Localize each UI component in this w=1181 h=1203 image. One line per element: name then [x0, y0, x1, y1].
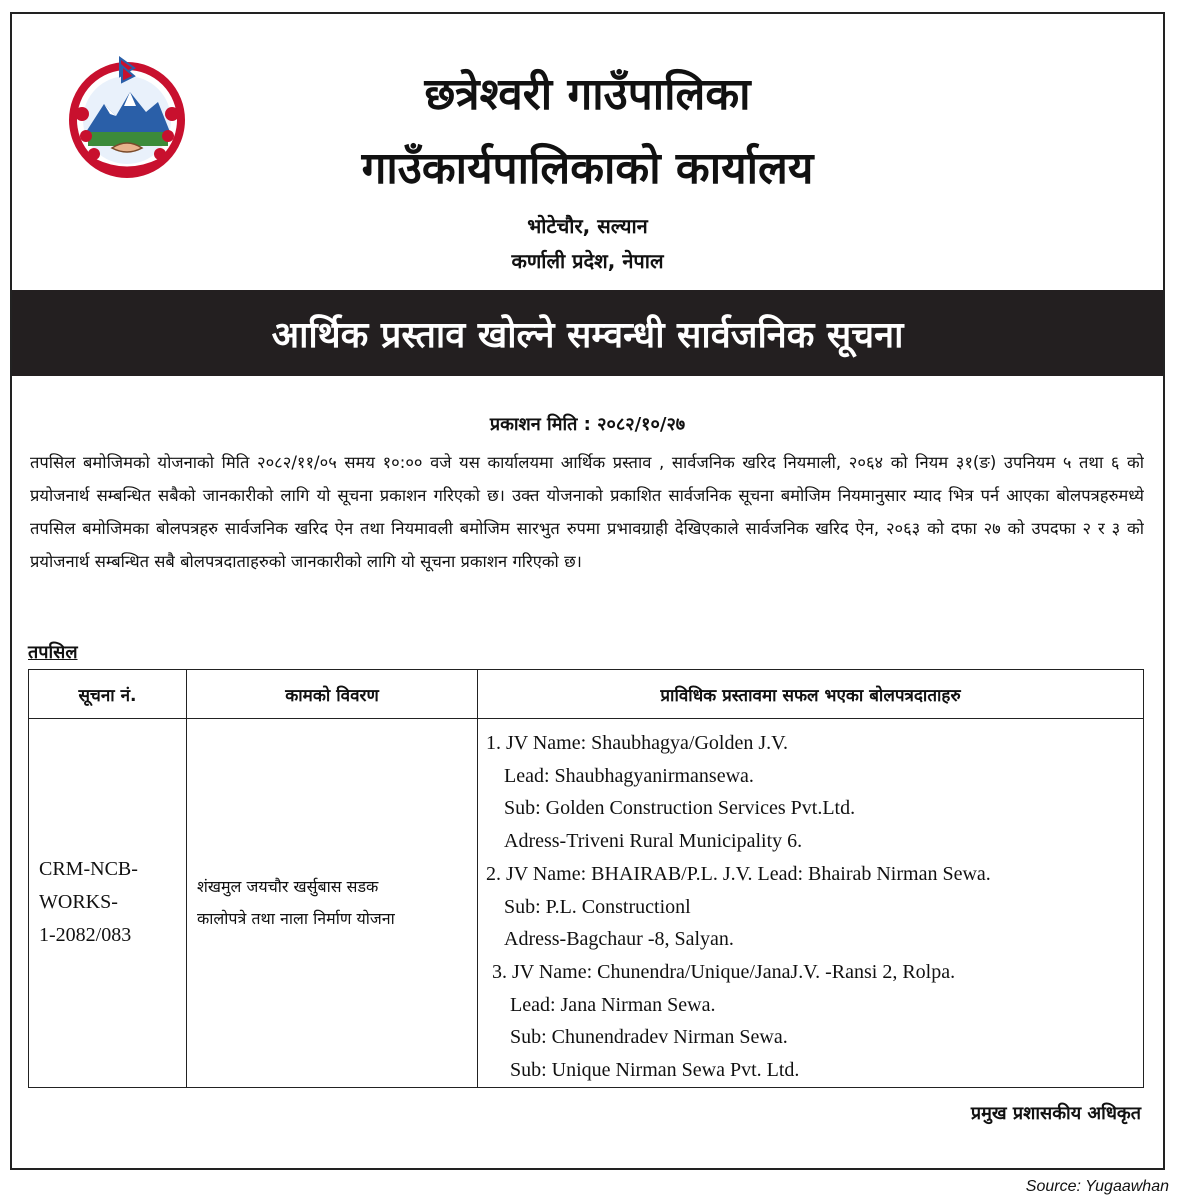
column-header-notice-no: सूचना नं. [29, 670, 187, 719]
schedule-heading: तपसिल [28, 642, 78, 663]
bidder-line: Sub: Chunendradev Nirman Sewa. [510, 1026, 788, 1049]
bidders-table [28, 669, 1144, 1088]
notice-title: आर्थिक प्रस्ताव खोल्ने सम्वन्धी सार्वजनिक सूचना [271, 314, 904, 356]
office-name-line2: गाउँकार्यपालिकाको कार्यालय [361, 143, 814, 194]
notice-no-line: CRM-NCB- [39, 858, 138, 881]
signatory-title: प्रमुख प्रशासकीय अधिकृत [970, 1103, 1141, 1124]
bidder-line: Lead: Shaubhagyanirmansewa. [504, 764, 754, 787]
publication-date: प्रकाशन मिति : २०८२/१०/२७ [489, 414, 686, 435]
work-description-line: शंखमुल जयचौर खर्सुबास सडक [197, 876, 379, 896]
bidder-line: 3. JV Name: Chunendra/Unique/JanaJ.V. -Ransi 2, Rolpa. [492, 960, 956, 983]
address-line1: भोटेचौर, सल्यान [527, 214, 648, 238]
notice-no-line: WORKS- [39, 891, 118, 914]
work-description-line: कालोपत्रे तथा नाला निर्माण योजना [197, 908, 395, 928]
notice-no-cell [29, 719, 187, 1088]
notice-title-banner [12, 290, 1163, 376]
notice-paragraph: तपसिल बमोजिमको योजनाको मिति २०८२/११/०५ समय १०:०० वजे यस कार्यालयमा आर्थिक प्रस्ताव , सार्वजनिक खरिद नियमाली, २०६४ को नियम ३१(ङ) उपनियम ५ तथा ६ को प्रयोजनार्थ सम्बन्धित सबैको जानकारीको लागि यो सूचना प्रकाशन गरिएको छ। उक्त योजनाको प्रकाशित सार्वजनिक सूचना बमोजिम नियमानुसार म्याद भित्र पर्न आएका बोलपत्रहरुमध्ये तपसिल बमोजिमका बोलपत्रहरु सार्वजनिक खरिद ऐन तथा नियमावली बमोजिम सारभुत रुपमा प्रभावग्राही देखिएकाले सार्वजनिक खरिद ऐन, २०६३ को दफा २७ को उपदफा २ र ३ को प्रयोजनार्थ सम्बन्धित सबै बोलपत्रदाताहरुको जानकारीको लागि यो सूचना प्रकाशन गरिएको छ। [30, 453, 1144, 571]
address-line2: कर्णाली प्रदेश, नेपाल [511, 249, 664, 273]
bidder-line: 2. JV Name: BHAIRAB/P.L. J.V. Lead: Bhairab Nirman Sewa. [486, 862, 991, 885]
table-row [29, 719, 1144, 1088]
work-description-cell [187, 719, 478, 1088]
bidder-line: Lead: Jana Nirman Sewa. [510, 993, 716, 1016]
notice-frame [10, 12, 1165, 1170]
bidder-line: Sub: Unique Nirman Sewa Pvt. Ltd. [510, 1059, 800, 1082]
column-header-work-description: कामको विवरण [187, 670, 478, 719]
table-header-row [29, 670, 1144, 719]
bidders-cell [478, 719, 1144, 1088]
bidder-line: Adress-Bagchaur -8, Salyan. [504, 928, 734, 951]
column-header-successful-bidders: प्राविधिक प्रस्तावमा सफल भएका बोलपत्रदाताहरु [478, 670, 1144, 719]
notice-no-line: 1-2082/083 [39, 924, 132, 947]
bidder-line: Sub: P.L. Constructionl [504, 895, 691, 918]
bidder-line: 1. JV Name: Shaubhagya/Golden J.V. [486, 732, 789, 754]
bidder-line: Adress-Triveni Rural Municipality 6. [504, 830, 803, 853]
office-name-line1: छत्रेश्वरी गाउँपालिका [424, 69, 751, 120]
source-credit: Source: Yugaawhan [1025, 1178, 1169, 1195]
bidder-line: Sub: Golden Construction Services Pvt.Ltd. [504, 797, 856, 820]
